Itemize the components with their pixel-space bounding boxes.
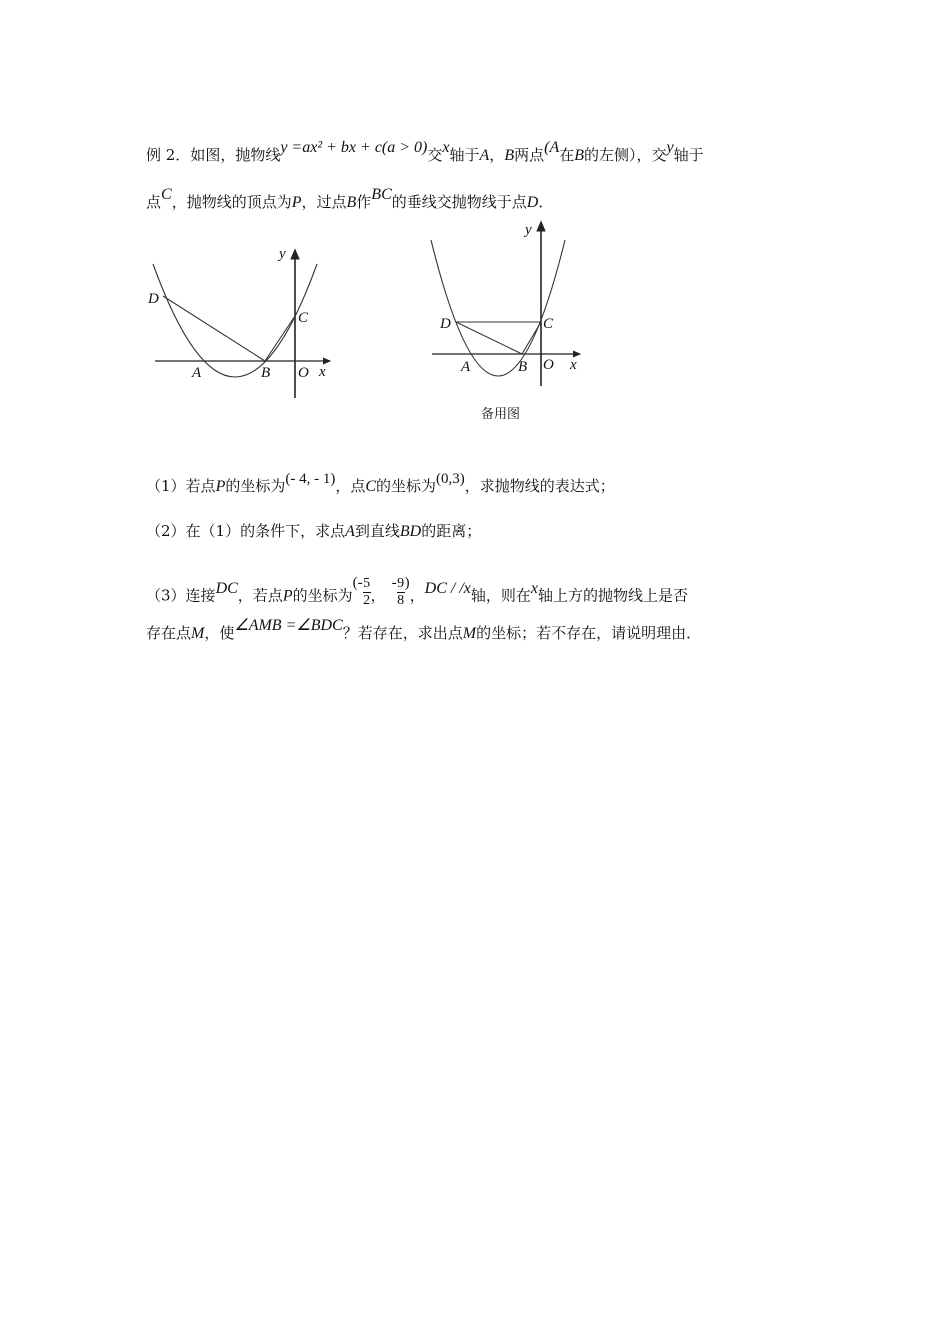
label-B: B: [261, 365, 271, 381]
parabola: [431, 240, 565, 376]
math-x: x: [530, 579, 538, 597]
text: 作: [356, 193, 372, 211]
numerator: 9: [397, 576, 405, 591]
paren-close: ): [404, 574, 410, 591]
text: 的垂线交抛物线于点: [391, 193, 527, 211]
math-B: B: [346, 194, 357, 211]
math-x: x: [442, 139, 450, 156]
label-y: y: [279, 246, 286, 262]
math-D: D: [526, 194, 539, 211]
text: ，过点: [301, 193, 347, 211]
numerator: 5: [363, 576, 371, 591]
label-O: O: [298, 365, 309, 381]
paren-open: (-: [352, 574, 363, 591]
text: 轴上方的抛物线上是否: [537, 586, 688, 605]
text: ，求抛物线的表达式；: [464, 477, 615, 495]
math-M: M: [191, 625, 205, 642]
text: 的坐标为: [376, 477, 437, 495]
math-A: A: [479, 147, 490, 164]
math-P: P: [215, 478, 226, 495]
math-B: B: [574, 147, 585, 164]
text: 到直线: [354, 522, 400, 540]
math-BD: BD: [399, 523, 422, 540]
denominator: 2: [363, 593, 371, 608]
label-C: C: [298, 310, 309, 326]
label-x: x: [570, 357, 577, 373]
label-O: O: [543, 357, 554, 373]
segment-BC: [522, 322, 541, 354]
math-P: P: [291, 194, 302, 211]
angle-equation: ∠AMB =∠BDC: [234, 617, 343, 634]
text: 在（1）的条件下，求点: [185, 522, 346, 540]
text: 如图，抛物线: [190, 146, 281, 164]
label-C: C: [543, 316, 554, 332]
text: 两点: [514, 146, 545, 164]
text: 轴，则在: [470, 586, 531, 605]
question-label: （1）: [146, 477, 186, 495]
math-y: y: [666, 139, 674, 156]
label-D: D: [440, 316, 451, 332]
text: 轴于: [449, 146, 480, 164]
math-M: M: [462, 625, 477, 642]
label-y: y: [525, 222, 532, 238]
label-A: A: [192, 365, 202, 381]
label-x: x: [319, 364, 326, 380]
label-A: A: [461, 359, 471, 375]
math-C: C: [365, 478, 377, 495]
math-B: B: [504, 147, 515, 164]
text: ，: [370, 586, 386, 605]
label-D: D: [148, 291, 159, 307]
text: 若点: [185, 477, 216, 495]
text: 交: [427, 146, 443, 164]
denominator: 8: [397, 593, 405, 608]
segment-DB: [163, 296, 265, 361]
coord-C: (0,3): [436, 471, 465, 487]
problem-number: 例 2．: [146, 146, 191, 164]
segment-BC: [265, 316, 295, 361]
math-BC: BC: [371, 186, 392, 203]
text: 连接: [185, 586, 216, 605]
math-dc-parallel-x: DC / /x: [424, 579, 471, 597]
coord-P: (- 4, - 1): [285, 471, 336, 487]
text: 存在点: [146, 624, 192, 642]
question-label: （2）: [146, 522, 186, 540]
text: ．: [538, 193, 554, 211]
problem-line-2: [146, 186, 554, 213]
text: ，: [489, 146, 505, 164]
label-B: B: [518, 359, 528, 375]
question-label: （3）: [146, 586, 186, 605]
text: ，抛物线的顶点为: [171, 193, 292, 211]
question-1: [146, 471, 615, 497]
text: 的坐标为: [292, 586, 353, 605]
problem-line-1: [146, 139, 704, 166]
text: 的左侧），交: [584, 146, 667, 164]
main-figure: [145, 240, 345, 410]
math-P: P: [282, 587, 293, 605]
text: 的距离；: [421, 522, 482, 540]
math-A: (A: [544, 139, 560, 156]
text: 在: [559, 146, 575, 164]
backup-figure: [425, 218, 595, 393]
text: ，: [409, 586, 425, 605]
fraction-5-2: [363, 576, 371, 609]
text: ，使: [204, 624, 235, 642]
math-A: A: [345, 523, 355, 540]
text: 的坐标为: [225, 477, 286, 495]
text: 的坐标；若不存在，请说明理由．: [476, 624, 702, 642]
math-C: C: [161, 186, 172, 203]
question-2: [146, 521, 481, 542]
parabola-equation: y =ax² + bx + c(a > 0): [280, 139, 428, 156]
question-3-line-1: [146, 574, 688, 613]
fraction-9-8: [397, 576, 405, 609]
text: ，点: [335, 477, 366, 495]
text: 轴于: [673, 146, 704, 164]
text: ，若点: [237, 586, 283, 605]
minus-sign: -: [391, 574, 397, 591]
question-3-line-2: [146, 617, 702, 644]
math-DC: DC: [215, 579, 238, 597]
text: 点: [146, 193, 162, 211]
text: ？若存在，求出点: [342, 624, 463, 642]
backup-figure-caption: 备用图: [481, 407, 521, 422]
segment-DB: [456, 322, 522, 354]
